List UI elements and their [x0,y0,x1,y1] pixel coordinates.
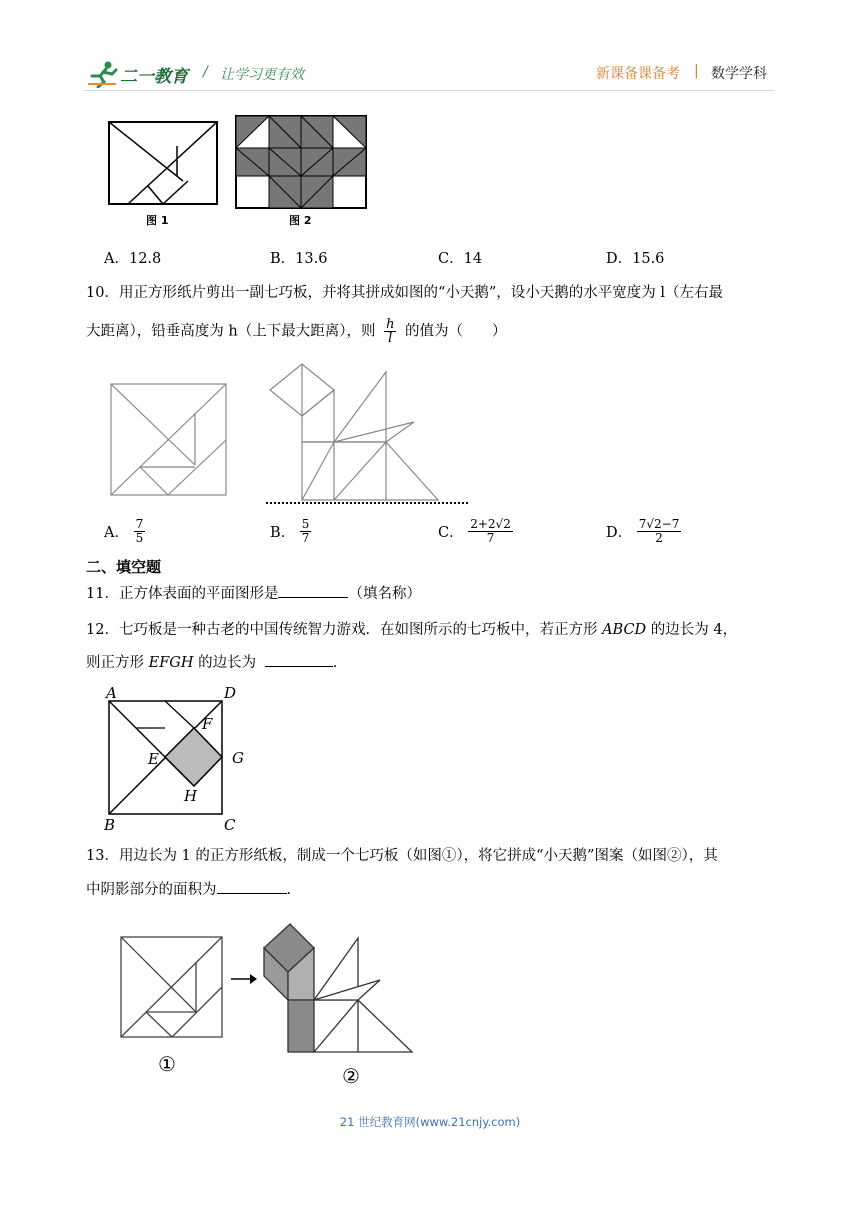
q10-frac-den: l [388,331,393,346]
q11-answer-blank[interactable] [278,585,348,598]
q12-line-1-text: 12．七巧板是一种古老的中国传统智力游戏．在如图所示的七巧板中，若正方形 [86,622,598,638]
slogan: 让学习更有效 [220,67,304,83]
slogan-separator: / [203,64,208,80]
q13-line-2-text: 中阴影部分的面积为 [86,882,217,898]
q10-line-2 [86,318,507,345]
figure-2-caption: 图 2 [289,214,312,227]
arrow-right-icon [230,972,258,986]
header-course-label: 新课备课备考 [596,66,680,82]
q10-option-a[interactable] [104,518,145,545]
q11-text: 11．正方体表面的平面图形是 [86,586,279,602]
q10-option-a-den: 5 [135,531,144,545]
tangram-figure-1 [108,121,218,205]
q13-answer-blank[interactable] [217,881,287,894]
header-rule [84,90,774,91]
q10-line-1: 10．用正方形纸片剪出一副七巧板，并将其拼成如图的“小天鹅”，设小天鹅的水平宽度为 l（左右最 [86,285,724,301]
logo-runner-icon [86,60,120,88]
q12-square-efgh: EFGH [148,655,194,671]
q12-label-a: A [106,684,117,702]
q12-label-e: E [148,750,159,768]
q13-swan-figure [262,922,416,1054]
q12-square-abcd: ABCD [602,622,647,638]
tangram-figure-2 [235,115,367,209]
q10-option-b-letter: B． [270,525,296,541]
q12-label-d: D [224,684,237,702]
q10-option-d-letter: D． [606,525,633,541]
q10-swan-figure [262,360,474,508]
q11-hint: （填名称） [348,586,421,602]
q9-option-a[interactable]: A．12.8 [104,251,162,267]
q10-option-c-letter: C． [438,525,464,541]
q12-label-g: G [232,749,244,767]
q9-option-b[interactable]: B．13.6 [270,251,328,267]
q12-line-2-mid: 的边长为 [198,655,257,671]
q9-option-d[interactable]: D．15.6 [606,251,665,267]
q10-option-a-num: 7 [135,517,144,531]
q13-line-1: 13．用边长为 1 的正方形纸板，制成一个七巧板（如图①），将它拼成“小天鹅”图案（如图②），其 [86,848,718,864]
q12-label-h: H [184,787,198,805]
q10-h-over-l [384,318,396,345]
header-divider: | [694,63,699,79]
q10-option-d[interactable] [606,518,681,545]
header [0,0,860,92]
q12-line-2 [86,653,337,673]
q10-option-b-value [300,518,312,545]
q12-line-2-text: 则正方形 [86,655,144,671]
q13-line-2-end: . [286,882,292,898]
q10-option-d-num: 7√2−7 [638,517,680,531]
q12-label-f: F [202,715,213,733]
q11 [86,584,421,604]
q12-label-c: C [224,816,236,834]
q10-option-a-value [134,518,146,545]
q10-option-b[interactable] [270,518,311,545]
q13-figure-2-label: ② [342,1064,360,1088]
q12-label-b: B [104,816,116,834]
q10-option-c[interactable] [438,518,513,545]
header-subject-label: 数学学科 [711,66,767,82]
q9-option-c[interactable]: C．14 [438,251,483,267]
footer-source[interactable]: 21 世纪教育网(www.21cnjy.com) [339,1115,521,1129]
q10-option-d-den: 2 [655,531,663,545]
figure-1-caption: 图 1 [146,214,169,227]
q10-option-c-num: 2+2√2 [470,517,511,531]
q10-option-b-den: 7 [301,531,310,545]
q10-line-2-text: 大距离），铅垂高度为 h（上下最大距离），则 [86,323,376,340]
q10-option-c-value [468,518,513,545]
q10-option-a-letter: A． [104,525,129,541]
q10-option-c-den: 7 [486,531,495,545]
q13-tangram-square [120,936,224,1038]
section-heading-fill-in: 二、填空题 [86,558,162,576]
q10-option-b-num: 5 [301,517,310,531]
q10-frac-num: h [386,317,395,332]
q12-line-2-end: . [332,655,338,671]
q12-line-1 [86,620,737,640]
q10-tangram-square [110,383,228,497]
q10-line-2-tail: 的值为（ ） [405,323,507,340]
q13-line-2 [86,880,291,900]
q10-option-d-value [637,518,682,545]
q13-figure-1-label: ① [158,1052,176,1076]
q12-line-1-tail: 的边长为 4， [650,622,738,638]
logo-text: 二一教育 [120,67,188,87]
q12-answer-blank[interactable] [265,654,333,667]
